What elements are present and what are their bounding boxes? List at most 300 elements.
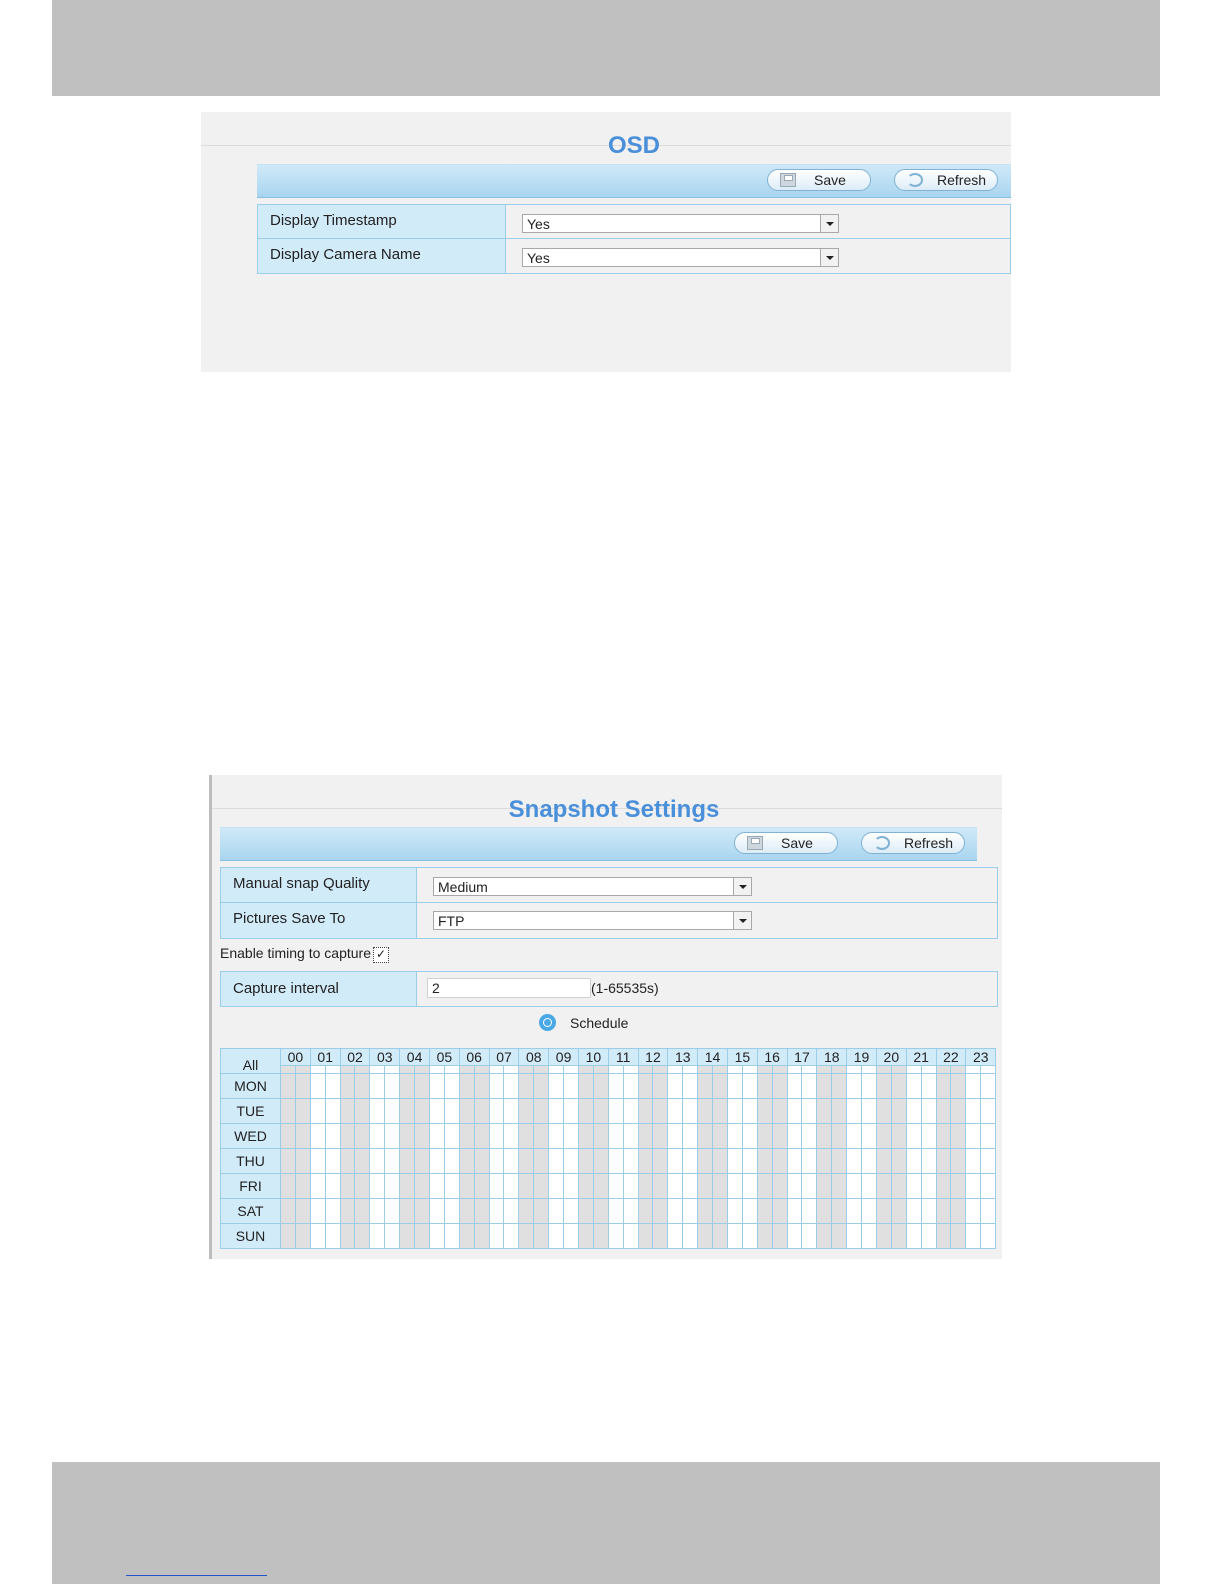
schedule-cell[interactable] bbox=[549, 1149, 564, 1174]
schedule-cell[interactable] bbox=[876, 1174, 891, 1199]
schedule-cell[interactable] bbox=[847, 1224, 862, 1249]
schedule-cell[interactable] bbox=[921, 1174, 936, 1199]
schedule-cell[interactable] bbox=[325, 1174, 340, 1199]
schedule-cell[interactable] bbox=[623, 1099, 638, 1124]
schedule-cell[interactable] bbox=[534, 1199, 549, 1224]
schedule-cell[interactable] bbox=[310, 1099, 325, 1124]
schedule-cell[interactable] bbox=[638, 1174, 653, 1199]
schedule-cell[interactable] bbox=[772, 1149, 787, 1174]
schedule-cell[interactable] bbox=[370, 1099, 385, 1124]
schedule-cell[interactable] bbox=[429, 1074, 444, 1099]
schedule-cell[interactable] bbox=[578, 1199, 593, 1224]
schedule-cell[interactable] bbox=[534, 1149, 549, 1174]
half-hour-slot[interactable] bbox=[757, 1066, 772, 1074]
half-hour-slot[interactable] bbox=[489, 1066, 504, 1074]
schedule-cell[interactable] bbox=[489, 1174, 504, 1199]
schedule-cell[interactable] bbox=[340, 1099, 355, 1124]
schedule-cell[interactable] bbox=[310, 1224, 325, 1249]
refresh-button[interactable] bbox=[894, 169, 998, 191]
schedule-cell[interactable] bbox=[653, 1149, 668, 1174]
schedule-cell[interactable] bbox=[429, 1174, 444, 1199]
schedule-cell[interactable] bbox=[355, 1199, 370, 1224]
schedule-cell[interactable] bbox=[459, 1174, 474, 1199]
schedule-cell[interactable] bbox=[608, 1074, 623, 1099]
half-hour-slot[interactable] bbox=[578, 1066, 593, 1074]
hour-header[interactable]: 02 bbox=[340, 1049, 370, 1066]
half-hour-slot[interactable] bbox=[891, 1066, 906, 1074]
schedule-cell[interactable] bbox=[936, 1074, 951, 1099]
schedule-cell[interactable] bbox=[429, 1149, 444, 1174]
schedule-cell[interactable] bbox=[504, 1099, 519, 1124]
schedule-cell[interactable] bbox=[295, 1199, 310, 1224]
schedule-cell[interactable] bbox=[802, 1124, 817, 1149]
schedule-cell[interactable] bbox=[370, 1224, 385, 1249]
schedule-cell[interactable] bbox=[742, 1124, 757, 1149]
schedule-cell[interactable] bbox=[415, 1199, 430, 1224]
schedule-cell[interactable] bbox=[519, 1199, 534, 1224]
schedule-cell[interactable] bbox=[921, 1199, 936, 1224]
chevron-down-icon[interactable] bbox=[733, 912, 751, 929]
schedule-cell[interactable] bbox=[981, 1199, 996, 1224]
schedule-cell[interactable] bbox=[474, 1224, 489, 1249]
schedule-cell[interactable] bbox=[295, 1174, 310, 1199]
select-all-button[interactable]: All bbox=[221, 1049, 281, 1074]
schedule-cell[interactable] bbox=[817, 1174, 832, 1199]
schedule-cell[interactable] bbox=[474, 1174, 489, 1199]
half-hour-slot[interactable] bbox=[668, 1066, 683, 1074]
schedule-cell[interactable] bbox=[757, 1174, 772, 1199]
schedule-cell[interactable] bbox=[772, 1199, 787, 1224]
schedule-cell[interactable] bbox=[802, 1224, 817, 1249]
schedule-cell[interactable] bbox=[772, 1099, 787, 1124]
schedule-cell[interactable] bbox=[564, 1224, 579, 1249]
day-label[interactable]: THU bbox=[221, 1149, 281, 1174]
schedule-cell[interactable] bbox=[623, 1224, 638, 1249]
schedule-cell[interactable] bbox=[564, 1099, 579, 1124]
schedule-cell[interactable] bbox=[444, 1174, 459, 1199]
schedule-cell[interactable] bbox=[281, 1099, 296, 1124]
hour-header[interactable]: 05 bbox=[429, 1049, 459, 1066]
schedule-cell[interactable] bbox=[891, 1099, 906, 1124]
hour-header[interactable]: 15 bbox=[727, 1049, 757, 1066]
schedule-cell[interactable] bbox=[862, 1174, 877, 1199]
schedule-cell[interactable] bbox=[400, 1149, 415, 1174]
schedule-cell[interactable] bbox=[668, 1124, 683, 1149]
schedule-cell[interactable] bbox=[355, 1224, 370, 1249]
refresh-button[interactable] bbox=[861, 832, 965, 854]
schedule-cell[interactable] bbox=[623, 1149, 638, 1174]
hour-header[interactable]: 17 bbox=[787, 1049, 817, 1066]
schedule-cell[interactable] bbox=[400, 1174, 415, 1199]
schedule-cell[interactable] bbox=[668, 1074, 683, 1099]
schedule-cell[interactable] bbox=[489, 1149, 504, 1174]
schedule-cell[interactable] bbox=[847, 1199, 862, 1224]
schedule-cell[interactable] bbox=[876, 1224, 891, 1249]
schedule-cell[interactable] bbox=[787, 1174, 802, 1199]
hour-header[interactable]: 12 bbox=[638, 1049, 668, 1066]
half-hour-slot[interactable] bbox=[921, 1066, 936, 1074]
hour-header[interactable]: 01 bbox=[310, 1049, 340, 1066]
schedule-cell[interactable] bbox=[310, 1124, 325, 1149]
hour-header[interactable]: 03 bbox=[370, 1049, 400, 1066]
schedule-cell[interactable] bbox=[489, 1199, 504, 1224]
schedule-cell[interactable] bbox=[608, 1224, 623, 1249]
schedule-cell[interactable] bbox=[683, 1074, 698, 1099]
schedule-cell[interactable] bbox=[355, 1074, 370, 1099]
half-hour-slot[interactable] bbox=[772, 1066, 787, 1074]
schedule-cell[interactable] bbox=[653, 1074, 668, 1099]
half-hour-slot[interactable] bbox=[951, 1066, 966, 1074]
schedule-cell[interactable] bbox=[891, 1074, 906, 1099]
schedule-cell[interactable] bbox=[340, 1074, 355, 1099]
half-hour-slot[interactable] bbox=[936, 1066, 951, 1074]
chevron-down-icon[interactable] bbox=[733, 878, 751, 895]
schedule-cell[interactable] bbox=[504, 1174, 519, 1199]
schedule-cell[interactable] bbox=[549, 1124, 564, 1149]
schedule-cell[interactable] bbox=[593, 1124, 608, 1149]
save-button[interactable] bbox=[734, 832, 838, 854]
schedule-cell[interactable] bbox=[385, 1099, 400, 1124]
schedule-cell[interactable] bbox=[474, 1199, 489, 1224]
schedule-cell[interactable] bbox=[698, 1224, 713, 1249]
schedule-cell[interactable] bbox=[787, 1099, 802, 1124]
schedule-cell[interactable] bbox=[593, 1174, 608, 1199]
schedule-cell[interactable] bbox=[385, 1199, 400, 1224]
schedule-cell[interactable] bbox=[534, 1074, 549, 1099]
schedule-cell[interactable] bbox=[444, 1199, 459, 1224]
hour-header[interactable]: 21 bbox=[906, 1049, 936, 1066]
schedule-cell[interactable] bbox=[325, 1149, 340, 1174]
schedule-cell[interactable] bbox=[608, 1124, 623, 1149]
schedule-cell[interactable] bbox=[608, 1099, 623, 1124]
schedule-cell[interactable] bbox=[385, 1149, 400, 1174]
half-hour-slot[interactable] bbox=[459, 1066, 474, 1074]
schedule-cell[interactable] bbox=[936, 1224, 951, 1249]
schedule-cell[interactable] bbox=[400, 1124, 415, 1149]
schedule-cell[interactable] bbox=[966, 1174, 981, 1199]
hour-header[interactable]: 14 bbox=[698, 1049, 728, 1066]
day-label[interactable]: SUN bbox=[221, 1224, 281, 1249]
schedule-cell[interactable] bbox=[787, 1199, 802, 1224]
schedule-cell[interactable] bbox=[400, 1099, 415, 1124]
schedule-cell[interactable] bbox=[936, 1124, 951, 1149]
schedule-cell[interactable] bbox=[519, 1174, 534, 1199]
schedule-cell[interactable] bbox=[340, 1174, 355, 1199]
schedule-cell[interactable] bbox=[385, 1224, 400, 1249]
day-label[interactable]: MON bbox=[221, 1074, 281, 1099]
half-hour-slot[interactable] bbox=[876, 1066, 891, 1074]
schedule-cell[interactable] bbox=[981, 1224, 996, 1249]
hour-header[interactable]: 13 bbox=[668, 1049, 698, 1066]
schedule-cell[interactable] bbox=[340, 1124, 355, 1149]
schedule-cell[interactable] bbox=[742, 1199, 757, 1224]
schedule-cell[interactable] bbox=[653, 1224, 668, 1249]
half-hour-slot[interactable] bbox=[519, 1066, 534, 1074]
schedule-cell[interactable] bbox=[742, 1074, 757, 1099]
schedule-cell[interactable] bbox=[906, 1224, 921, 1249]
schedule-cell[interactable] bbox=[638, 1074, 653, 1099]
half-hour-slot[interactable] bbox=[325, 1066, 340, 1074]
schedule-cell[interactable] bbox=[355, 1124, 370, 1149]
schedule-cell[interactable] bbox=[817, 1099, 832, 1124]
save-button[interactable] bbox=[767, 169, 871, 191]
schedule-cell[interactable] bbox=[564, 1149, 579, 1174]
schedule-cell[interactable] bbox=[966, 1124, 981, 1149]
schedule-cell[interactable] bbox=[549, 1074, 564, 1099]
schedule-cell[interactable] bbox=[683, 1124, 698, 1149]
schedule-cell[interactable] bbox=[310, 1149, 325, 1174]
hour-header[interactable]: 11 bbox=[608, 1049, 638, 1066]
hour-header[interactable]: 00 bbox=[281, 1049, 311, 1066]
schedule-cell[interactable] bbox=[370, 1174, 385, 1199]
schedule-cell[interactable] bbox=[936, 1149, 951, 1174]
half-hour-slot[interactable] bbox=[295, 1066, 310, 1074]
schedule-cell[interactable] bbox=[817, 1199, 832, 1224]
hour-header[interactable]: 18 bbox=[817, 1049, 847, 1066]
schedule-cell[interactable] bbox=[429, 1199, 444, 1224]
half-hour-slot[interactable] bbox=[340, 1066, 355, 1074]
schedule-cell[interactable] bbox=[862, 1124, 877, 1149]
schedule-cell[interactable] bbox=[921, 1224, 936, 1249]
schedule-cell[interactable] bbox=[817, 1074, 832, 1099]
schedule-cell[interactable] bbox=[876, 1124, 891, 1149]
schedule-cell[interactable] bbox=[757, 1199, 772, 1224]
hour-header[interactable]: 04 bbox=[400, 1049, 430, 1066]
schedule-cell[interactable] bbox=[295, 1224, 310, 1249]
schedule-cell[interactable] bbox=[847, 1149, 862, 1174]
half-hour-slot[interactable] bbox=[400, 1066, 415, 1074]
hour-header[interactable]: 22 bbox=[936, 1049, 966, 1066]
hour-header[interactable]: 07 bbox=[489, 1049, 519, 1066]
schedule-cell[interactable] bbox=[891, 1124, 906, 1149]
schedule-cell[interactable] bbox=[727, 1074, 742, 1099]
hour-header[interactable]: 08 bbox=[519, 1049, 549, 1066]
schedule-cell[interactable] bbox=[415, 1224, 430, 1249]
half-hour-slot[interactable] bbox=[429, 1066, 444, 1074]
schedule-cell[interactable] bbox=[832, 1149, 847, 1174]
schedule-cell[interactable] bbox=[564, 1174, 579, 1199]
schedule-cell[interactable] bbox=[742, 1174, 757, 1199]
hour-header[interactable]: 19 bbox=[847, 1049, 877, 1066]
schedule-cell[interactable] bbox=[489, 1224, 504, 1249]
schedule-cell[interactable] bbox=[623, 1074, 638, 1099]
half-hour-slot[interactable] bbox=[742, 1066, 757, 1074]
schedule-cell[interactable] bbox=[295, 1099, 310, 1124]
schedule-cell[interactable] bbox=[623, 1174, 638, 1199]
schedule-cell[interactable] bbox=[981, 1074, 996, 1099]
schedule-cell[interactable] bbox=[847, 1099, 862, 1124]
schedule-cell[interactable] bbox=[429, 1224, 444, 1249]
schedule-cell[interactable] bbox=[653, 1099, 668, 1124]
schedule-cell[interactable] bbox=[310, 1199, 325, 1224]
schedule-cell[interactable] bbox=[683, 1149, 698, 1174]
half-hour-slot[interactable] bbox=[832, 1066, 847, 1074]
schedule-cell[interactable] bbox=[355, 1149, 370, 1174]
schedule-cell[interactable] bbox=[370, 1149, 385, 1174]
schedule-cell[interactable] bbox=[608, 1149, 623, 1174]
schedule-cell[interactable] bbox=[519, 1074, 534, 1099]
schedule-cell[interactable] bbox=[981, 1174, 996, 1199]
schedule-cell[interactable] bbox=[429, 1099, 444, 1124]
schedule-cell[interactable] bbox=[310, 1074, 325, 1099]
schedule-cell[interactable] bbox=[966, 1149, 981, 1174]
schedule-cell[interactable] bbox=[459, 1124, 474, 1149]
schedule-cell[interactable] bbox=[787, 1074, 802, 1099]
half-hour-slot[interactable] bbox=[727, 1066, 742, 1074]
hour-header[interactable]: 16 bbox=[757, 1049, 787, 1066]
schedule-cell[interactable] bbox=[578, 1224, 593, 1249]
schedule-cell[interactable] bbox=[489, 1099, 504, 1124]
schedule-cell[interactable] bbox=[534, 1174, 549, 1199]
schedule-cell[interactable] bbox=[459, 1149, 474, 1174]
schedule-cell[interactable] bbox=[668, 1149, 683, 1174]
half-hour-slot[interactable] bbox=[564, 1066, 579, 1074]
schedule-cell[interactable] bbox=[415, 1149, 430, 1174]
schedule-cell[interactable] bbox=[459, 1224, 474, 1249]
schedule-cell[interactable] bbox=[295, 1149, 310, 1174]
schedule-cell[interactable] bbox=[325, 1199, 340, 1224]
schedule-cell[interactable] bbox=[936, 1174, 951, 1199]
schedule-cell[interactable] bbox=[355, 1099, 370, 1124]
half-hour-slot[interactable] bbox=[698, 1066, 713, 1074]
schedule-cell[interactable] bbox=[891, 1149, 906, 1174]
chevron-down-icon[interactable] bbox=[820, 215, 838, 232]
schedule-cell[interactable] bbox=[444, 1099, 459, 1124]
schedule-cell[interactable] bbox=[683, 1099, 698, 1124]
half-hour-slot[interactable] bbox=[683, 1066, 698, 1074]
schedule-cell[interactable] bbox=[593, 1074, 608, 1099]
schedule-cell[interactable] bbox=[727, 1149, 742, 1174]
schedule-cell[interactable] bbox=[340, 1149, 355, 1174]
schedule-cell[interactable] bbox=[504, 1224, 519, 1249]
schedule-cell[interactable] bbox=[772, 1224, 787, 1249]
schedule-cell[interactable] bbox=[787, 1224, 802, 1249]
schedule-cell[interactable] bbox=[668, 1174, 683, 1199]
schedule-cell[interactable] bbox=[713, 1149, 728, 1174]
schedule-cell[interactable] bbox=[325, 1124, 340, 1149]
schedule-cell[interactable] bbox=[653, 1124, 668, 1149]
schedule-cell[interactable] bbox=[340, 1199, 355, 1224]
schedule-cell[interactable] bbox=[951, 1124, 966, 1149]
schedule-cell[interactable] bbox=[623, 1124, 638, 1149]
half-hour-slot[interactable] bbox=[474, 1066, 489, 1074]
schedule-cell[interactable] bbox=[415, 1174, 430, 1199]
schedule-cell[interactable] bbox=[862, 1099, 877, 1124]
quality-select[interactable] bbox=[433, 877, 752, 896]
schedule-cell[interactable] bbox=[474, 1124, 489, 1149]
schedule-cell[interactable] bbox=[936, 1099, 951, 1124]
schedule-cell[interactable] bbox=[906, 1124, 921, 1149]
schedule-cell[interactable] bbox=[429, 1124, 444, 1149]
schedule-cell[interactable] bbox=[772, 1074, 787, 1099]
day-label[interactable]: SAT bbox=[221, 1199, 281, 1224]
half-hour-slot[interactable] bbox=[549, 1066, 564, 1074]
schedule-cell[interactable] bbox=[727, 1199, 742, 1224]
schedule-cell[interactable] bbox=[698, 1149, 713, 1174]
hour-header[interactable]: 06 bbox=[459, 1049, 489, 1066]
half-hour-slot[interactable] bbox=[713, 1066, 728, 1074]
schedule-cell[interactable] bbox=[519, 1099, 534, 1124]
half-hour-slot[interactable] bbox=[638, 1066, 653, 1074]
schedule-cell[interactable] bbox=[683, 1174, 698, 1199]
half-hour-slot[interactable] bbox=[608, 1066, 623, 1074]
schedule-cell[interactable] bbox=[757, 1224, 772, 1249]
schedule-cell[interactable] bbox=[355, 1174, 370, 1199]
interval-input[interactable]: 2 bbox=[427, 978, 591, 998]
schedule-cell[interactable] bbox=[608, 1199, 623, 1224]
half-hour-slot[interactable] bbox=[310, 1066, 325, 1074]
schedule-cell[interactable] bbox=[772, 1124, 787, 1149]
schedule-cell[interactable] bbox=[713, 1174, 728, 1199]
schedule-cell[interactable] bbox=[638, 1149, 653, 1174]
schedule-cell[interactable] bbox=[876, 1099, 891, 1124]
schedule-cell[interactable] bbox=[325, 1224, 340, 1249]
schedule-cell[interactable] bbox=[862, 1224, 877, 1249]
schedule-cell[interactable] bbox=[936, 1199, 951, 1224]
half-hour-slot[interactable] bbox=[653, 1066, 668, 1074]
schedule-cell[interactable] bbox=[593, 1149, 608, 1174]
day-label[interactable]: TUE bbox=[221, 1099, 281, 1124]
schedule-cell[interactable] bbox=[981, 1124, 996, 1149]
schedule-cell[interactable] bbox=[891, 1174, 906, 1199]
schedule-cell[interactable] bbox=[698, 1174, 713, 1199]
schedule-cell[interactable] bbox=[817, 1124, 832, 1149]
schedule-cell[interactable] bbox=[951, 1074, 966, 1099]
timing-capture-checkbox[interactable]: ✓ bbox=[373, 947, 389, 963]
schedule-cell[interactable] bbox=[683, 1224, 698, 1249]
schedule-cell[interactable] bbox=[400, 1199, 415, 1224]
schedule-cell[interactable] bbox=[891, 1224, 906, 1249]
schedule-cell[interactable] bbox=[281, 1199, 296, 1224]
schedule-cell[interactable] bbox=[534, 1099, 549, 1124]
schedule-cell[interactable] bbox=[370, 1124, 385, 1149]
schedule-cell[interactable] bbox=[981, 1149, 996, 1174]
schedule-cell[interactable] bbox=[951, 1224, 966, 1249]
schedule-cell[interactable] bbox=[489, 1124, 504, 1149]
schedule-cell[interactable] bbox=[906, 1149, 921, 1174]
schedule-cell[interactable] bbox=[713, 1199, 728, 1224]
schedule-cell[interactable] bbox=[802, 1099, 817, 1124]
schedule-cell[interactable] bbox=[400, 1074, 415, 1099]
schedule-cell[interactable] bbox=[966, 1074, 981, 1099]
schedule-cell[interactable] bbox=[742, 1224, 757, 1249]
schedule-cell[interactable] bbox=[906, 1074, 921, 1099]
schedule-cell[interactable] bbox=[519, 1224, 534, 1249]
schedule-cell[interactable] bbox=[742, 1149, 757, 1174]
schedule-cell[interactable] bbox=[906, 1174, 921, 1199]
schedule-cell[interactable] bbox=[340, 1224, 355, 1249]
schedule-cell[interactable] bbox=[832, 1099, 847, 1124]
schedule-cell[interactable] bbox=[549, 1099, 564, 1124]
hour-header[interactable]: 23 bbox=[966, 1049, 996, 1066]
half-hour-slot[interactable] bbox=[593, 1066, 608, 1074]
schedule-cell[interactable] bbox=[921, 1149, 936, 1174]
schedule-cell[interactable] bbox=[519, 1124, 534, 1149]
schedule-cell[interactable] bbox=[415, 1074, 430, 1099]
schedule-cell[interactable] bbox=[504, 1124, 519, 1149]
schedule-cell[interactable] bbox=[281, 1224, 296, 1249]
half-hour-slot[interactable] bbox=[281, 1066, 296, 1074]
schedule-cell[interactable] bbox=[519, 1149, 534, 1174]
schedule-cell[interactable] bbox=[564, 1199, 579, 1224]
schedule-cell[interactable] bbox=[981, 1099, 996, 1124]
schedule-cell[interactable] bbox=[578, 1074, 593, 1099]
half-hour-slot[interactable] bbox=[534, 1066, 549, 1074]
schedule-cell[interactable] bbox=[847, 1074, 862, 1099]
schedule-cell[interactable] bbox=[549, 1224, 564, 1249]
schedule-cell[interactable] bbox=[921, 1074, 936, 1099]
schedule-cell[interactable] bbox=[713, 1099, 728, 1124]
